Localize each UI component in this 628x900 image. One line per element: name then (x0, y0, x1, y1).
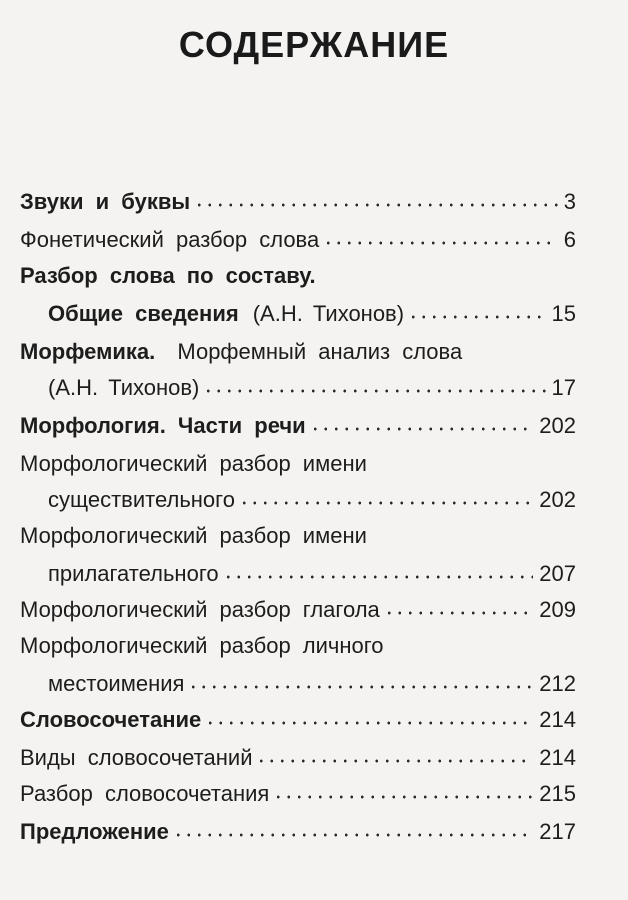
toc-entry-title: существительного (48, 487, 235, 512)
toc-entry[interactable] (20, 775, 576, 813)
toc-entry[interactable] (20, 665, 576, 703)
toc-entry-title: Морфология. Части речи (20, 413, 306, 438)
toc-page-number: 3 (563, 189, 576, 214)
toc-entry[interactable] (20, 183, 576, 221)
toc-entry[interactable] (20, 813, 576, 851)
page-title: СОДЕРЖАНИЕ (178, 24, 450, 65)
toc-entry-title: Разбор словосочетания (20, 781, 270, 806)
toc-entry-title: Общие сведения (48, 301, 239, 326)
toc-entry-title: Морфологический разбор глагола (20, 597, 380, 622)
dot-leader (223, 574, 534, 580)
toc-page-number: 215 (539, 781, 576, 806)
dot-leader (203, 388, 545, 394)
toc-entry-author: (А.Н. Тихонов) (252, 301, 405, 326)
dot-leader (188, 684, 533, 690)
dot-leader (239, 500, 533, 506)
toc-page-number: 214 (539, 707, 576, 732)
dot-leader (205, 720, 533, 726)
dot-leader (256, 758, 533, 764)
dot-leader (310, 426, 534, 432)
toc-entry-title: Морфологический разбор имени (20, 451, 367, 476)
toc-page-number: 212 (539, 671, 576, 696)
dot-leader (384, 610, 534, 616)
toc-entry[interactable] (20, 221, 576, 259)
toc-page-number: 214 (539, 745, 576, 770)
toc-page-number: 207 (539, 561, 576, 586)
toc-entry-subtitle: Морфемный анализ слова (177, 339, 463, 364)
toc-entry[interactable] (20, 555, 576, 593)
toc-entry[interactable] (20, 295, 576, 333)
toc-page-number: 202 (539, 487, 576, 512)
toc-entry-title: Морфологический разбор личного (20, 633, 384, 658)
toc-entry-title: Фонетический разбор слова (20, 227, 320, 252)
toc-entry[interactable] (20, 407, 576, 445)
toc-page-number: 217 (539, 819, 576, 844)
toc-entry[interactable] (20, 739, 576, 777)
toc-entry[interactable] (20, 701, 576, 739)
toc-entry-title: Предложение (20, 819, 169, 844)
toc-entry-title: Разбор слова по составу. (20, 263, 316, 288)
toc-entry-title: Звуки и буквы (20, 189, 191, 214)
dot-leader (323, 240, 558, 246)
toc-entry[interactable] (20, 591, 576, 629)
dot-leader (173, 832, 533, 838)
toc-entry-title: Виды словосочетаний (20, 745, 253, 770)
toc-page-number: 209 (539, 597, 576, 622)
toc-entry-title: Словосочетание (20, 707, 202, 732)
toc-page-number: 17 (551, 375, 576, 400)
toc-entry[interactable] (20, 481, 576, 519)
toc-entry[interactable] (20, 369, 576, 407)
toc-page-number: 15 (551, 301, 576, 326)
toc-entry[interactable] (20, 333, 576, 371)
toc-entry-title: Морфемика. (20, 339, 156, 364)
toc-entry-title: Морфологический разбор имени (20, 523, 367, 548)
dot-leader (408, 314, 545, 320)
toc-page-number: 202 (539, 413, 576, 438)
dot-leader (194, 202, 558, 208)
dot-leader (273, 794, 533, 800)
toc-entry-author: (А.Н. Тихонов) (48, 375, 200, 400)
toc-entry-title: местоимения (48, 671, 185, 696)
toc-page-number: 6 (563, 227, 576, 252)
toc-entry-title: прилагательного (48, 561, 219, 586)
